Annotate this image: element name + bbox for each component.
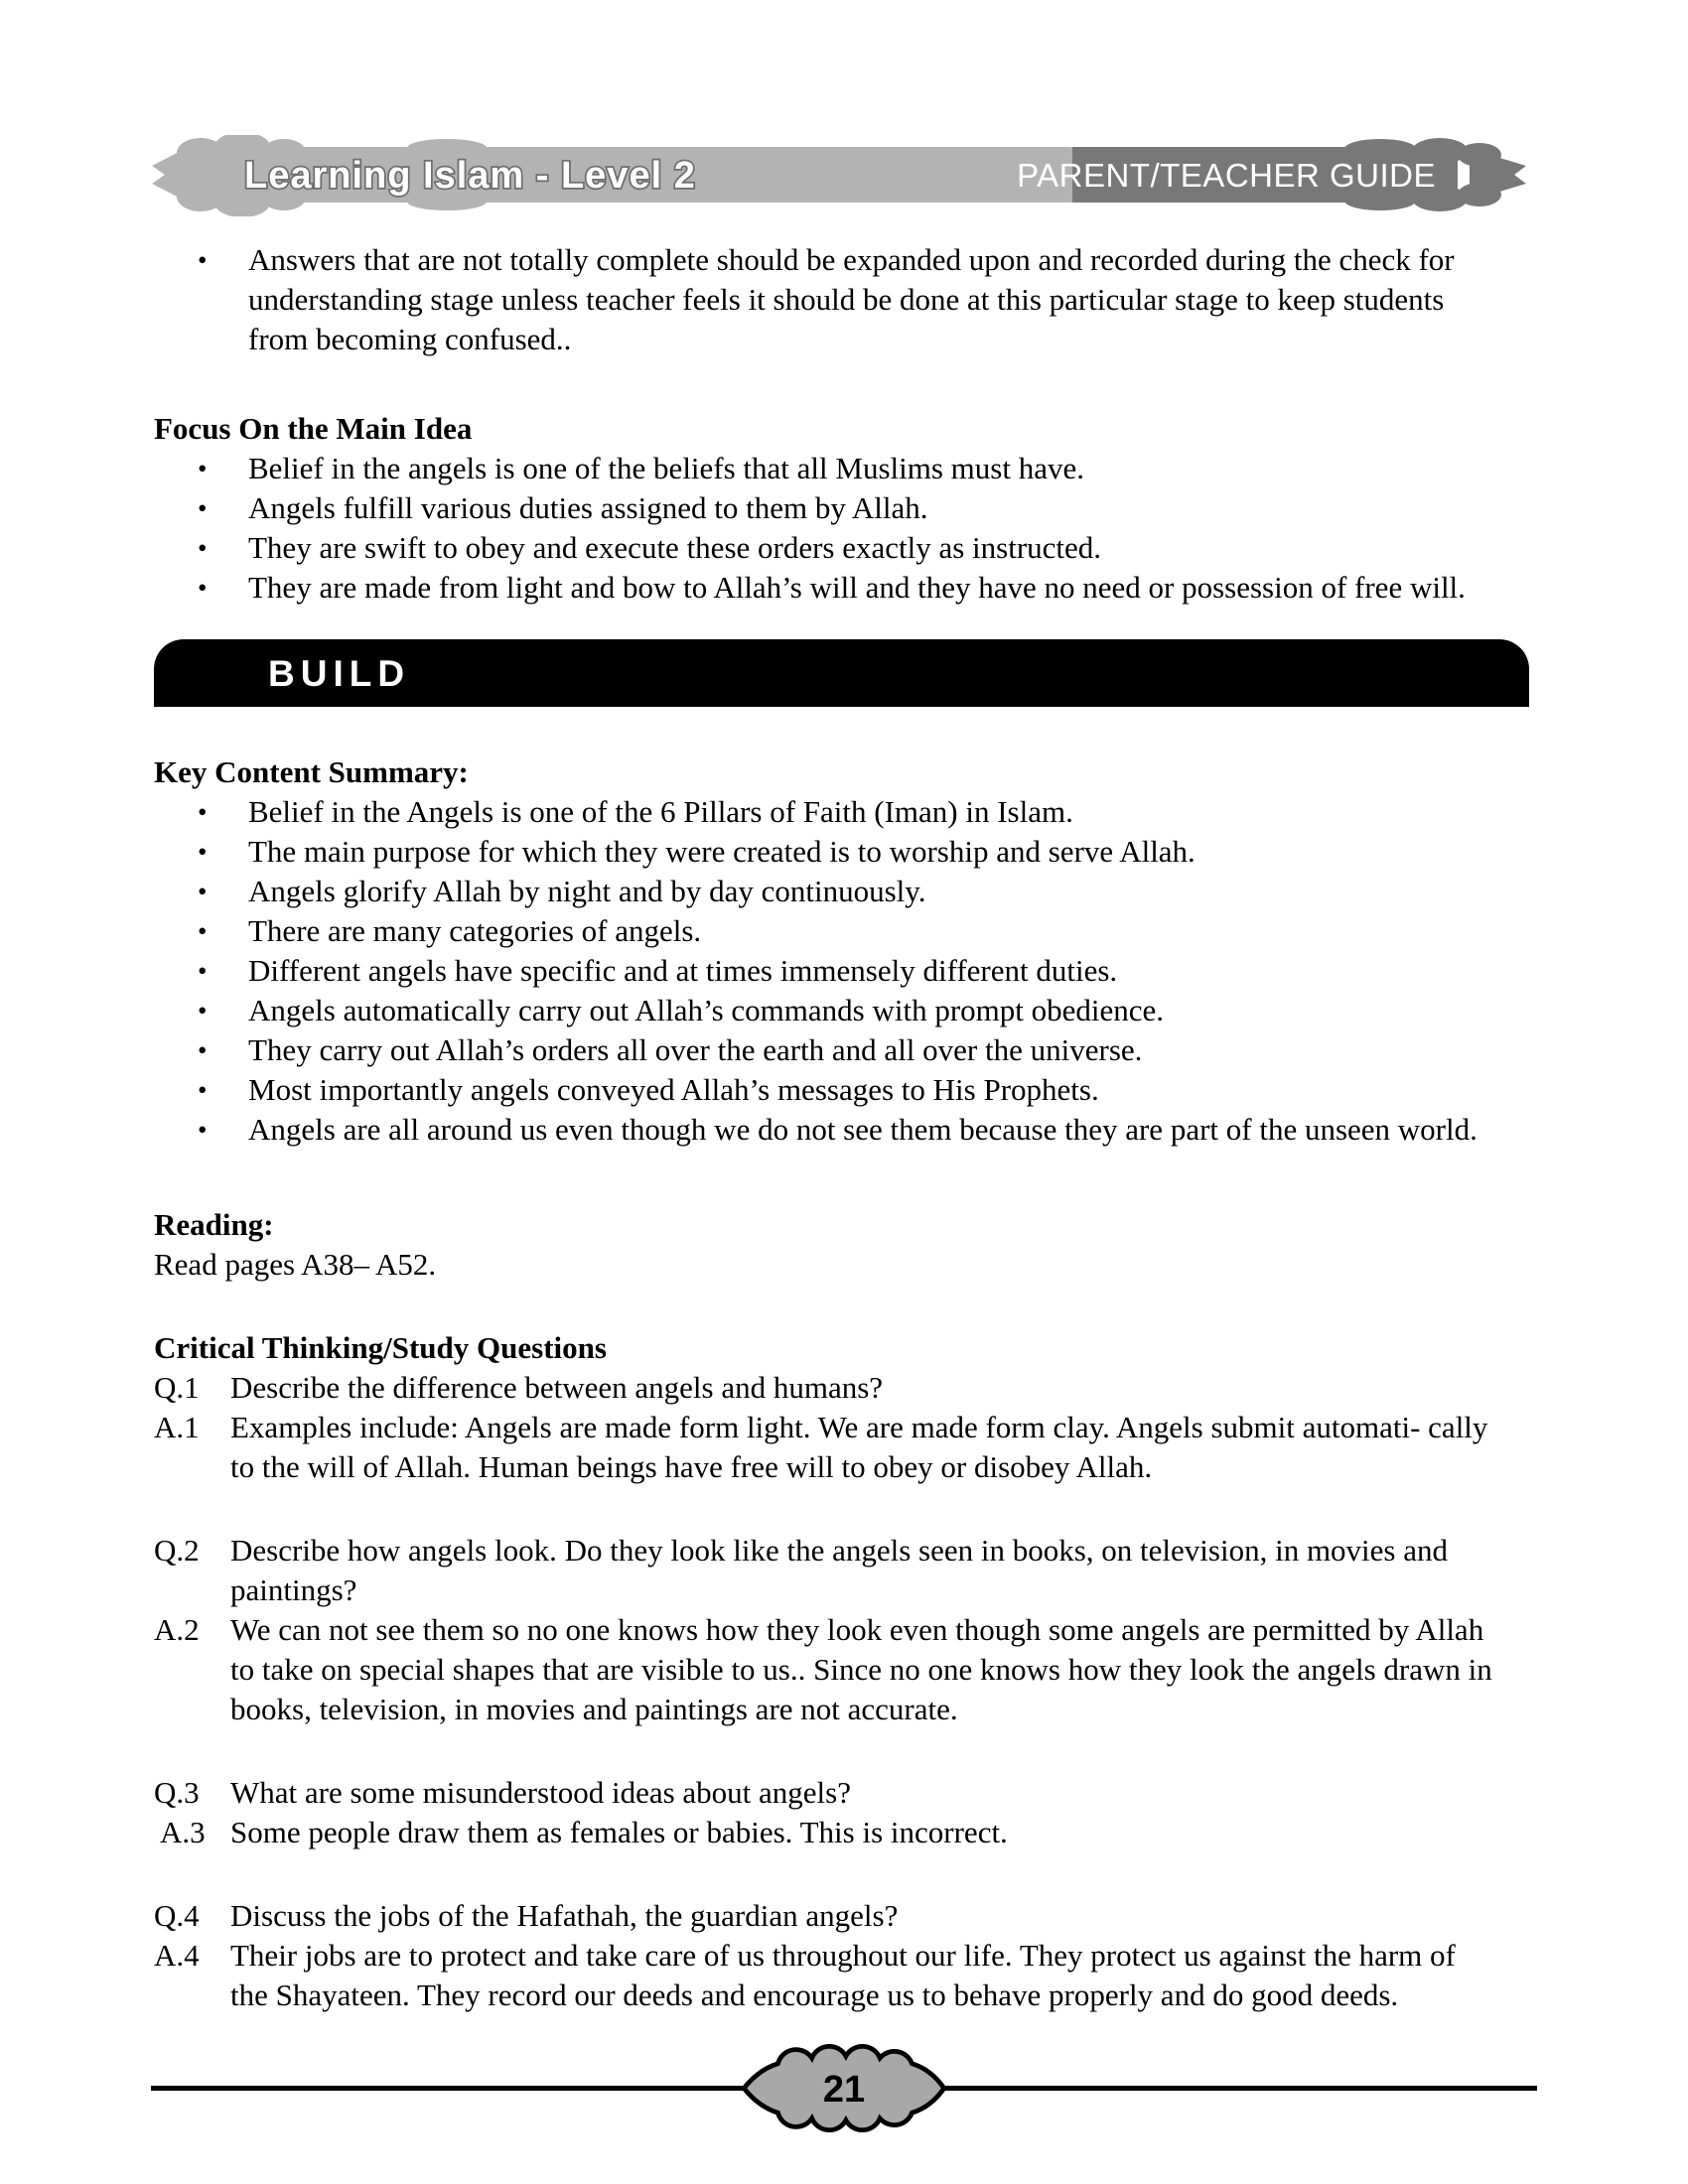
key-content-heading: Key Content Summary: <box>154 754 469 789</box>
qa-pair <box>154 1773 1529 1852</box>
bullet-text: Angels automatically carry out Allah’s commands with prompt obedience. <box>248 993 1165 1027</box>
build-section-banner <box>154 639 1529 707</box>
list-item <box>154 488 1529 528</box>
bullet-icon: • <box>198 1035 208 1065</box>
course-title: Learning Islam - Level 2 <box>244 155 696 197</box>
bullet-icon: • <box>198 1115 208 1145</box>
bullet-text: Belief in the angels is one of the beliefs that all Muslims must have. <box>248 451 1084 485</box>
bullet-text: They are swift to obey and execute these orders exactly as instructed. <box>248 530 1102 565</box>
page-number-badge <box>740 2040 948 2136</box>
list-item <box>154 1070 1529 1110</box>
page-footer <box>0 2040 1688 2139</box>
list-item <box>154 832 1529 872</box>
qa-pair <box>154 1531 1529 1729</box>
qa-pair <box>154 1896 1529 2015</box>
list-item <box>154 911 1529 951</box>
list-item <box>154 449 1529 488</box>
bullet-icon: • <box>198 533 208 563</box>
answer-label: A.1 <box>154 1410 200 1444</box>
bullet-icon: • <box>198 956 208 986</box>
answer-row <box>154 1813 1529 1852</box>
question-text: What are some misunderstood ideas about angels? <box>230 1775 851 1810</box>
question-row <box>154 1368 1529 1408</box>
answer-text: Some people draw them as females or babies. This is incorrect. <box>230 1815 1008 1849</box>
list-item <box>154 792 1529 832</box>
answer-label: A.4 <box>154 1938 200 1973</box>
answer-text: Examples include: Angels are made form light. We are made form clay. Angels submit automati- cally to the will of Allah. Human beings have free will to obey or disobey Allah. <box>230 1410 1488 1484</box>
page-number: 21 <box>822 2068 866 2111</box>
bullet-icon: • <box>198 454 208 483</box>
bullet-icon: • <box>198 573 208 603</box>
list-item <box>154 991 1529 1030</box>
bullet-icon: • <box>198 1075 208 1105</box>
build-banner-label: BUILD <box>268 653 411 694</box>
list-item <box>154 951 1529 991</box>
list-item <box>154 240 1529 359</box>
reading-heading: Reading: <box>154 1207 274 1242</box>
question-row <box>154 1896 1529 1936</box>
guide-label: PARENT/TEACHER GUIDE <box>1017 157 1436 194</box>
question-row <box>154 1773 1529 1813</box>
bullet-text: They are made from light and bow to Allah’s will and they have no need or possession of free will. <box>248 570 1466 605</box>
bullet-icon: • <box>198 877 208 906</box>
question-label: Q.3 <box>154 1775 200 1810</box>
bullet-text: The main purpose for which they were created is to worship and serve Allah. <box>248 834 1196 869</box>
bullet-icon: • <box>198 996 208 1025</box>
answer-row <box>154 1936 1529 2015</box>
bullet-text: Different angels have specific and at times immensely different duties. <box>248 953 1118 988</box>
bullet-text: There are many categories of angels. <box>248 913 702 948</box>
question-label: Q.2 <box>154 1533 200 1568</box>
bullet-text: Belief in the Angels is one of the 6 Pillars of Faith (Iman) in Islam. <box>248 794 1073 829</box>
bullet-text: Answers that are not totally complete should be expanded upon and recorded during the check for understanding stage unless teacher feels it should be done at this particular stage to keep students from becoming confused.. <box>248 242 1455 356</box>
list-item <box>154 1030 1529 1070</box>
question-row <box>154 1531 1529 1610</box>
question-label: Q.1 <box>154 1370 200 1405</box>
bullet-icon: • <box>198 245 208 275</box>
questions-heading: Critical Thinking/Study Questions <box>154 1330 607 1365</box>
list-item <box>154 1110 1529 1150</box>
answer-label: A.2 <box>154 1612 200 1647</box>
bullet-text: They carry out Allah’s orders all over the earth and all over the universe. <box>248 1032 1143 1067</box>
answer-row <box>154 1408 1529 1487</box>
qa-pair <box>154 1368 1529 1487</box>
focus-bullet-list <box>154 449 1529 608</box>
question-text: Discuss the jobs of the Hafathah, the guardian angels? <box>230 1898 899 1933</box>
question-label: Q.4 <box>154 1898 200 1933</box>
bullet-icon: • <box>198 916 208 946</box>
page-content <box>154 240 1529 2015</box>
bullet-icon: • <box>198 837 208 867</box>
bullet-text: Angels fulfill various duties assigned to them by Allah. <box>248 490 928 525</box>
bullet-text: Most importantly angels conveyed Allah’s messages to His Prophets. <box>248 1072 1099 1107</box>
list-item <box>154 872 1529 911</box>
answer-text: We can not see them so no one knows how they look even though some angels are permitted by Allah to take on special shapes that are visible to us.. Since no one knows how they look the angels drawn in books, television, in movies and paintings are not accurate. <box>230 1612 1492 1726</box>
focus-section-heading: Focus On the Main Idea <box>154 411 473 446</box>
bullet-icon: • <box>198 493 208 523</box>
bullet-text: Angels are all around us even though we do not see them because they are part of the unseen world. <box>248 1112 1477 1147</box>
intro-bullet-list <box>154 240 1529 359</box>
bullet-text: Angels glorify Allah by night and by day continuously. <box>248 874 926 908</box>
header-banner <box>149 135 1529 216</box>
bullet-icon: • <box>198 797 208 827</box>
answer-row <box>154 1610 1529 1729</box>
question-text: Describe the difference between angels and humans? <box>230 1370 884 1405</box>
reading-body: Read pages A38– A52. <box>154 1247 437 1282</box>
key-content-bullet-list <box>154 792 1529 1150</box>
answer-label: A.3 <box>160 1815 206 1849</box>
list-item <box>154 528 1529 568</box>
question-text: Describe how angels look. Do they look like the angels seen in books, on television, in movies and paintings? <box>230 1533 1448 1607</box>
answer-text: Their jobs are to protect and take care of us throughout our life. They protect us against the harm of the Shayateen. They record our deeds and encourage us to behave properly and do good deeds. <box>230 1938 1456 2012</box>
list-item <box>154 568 1529 608</box>
